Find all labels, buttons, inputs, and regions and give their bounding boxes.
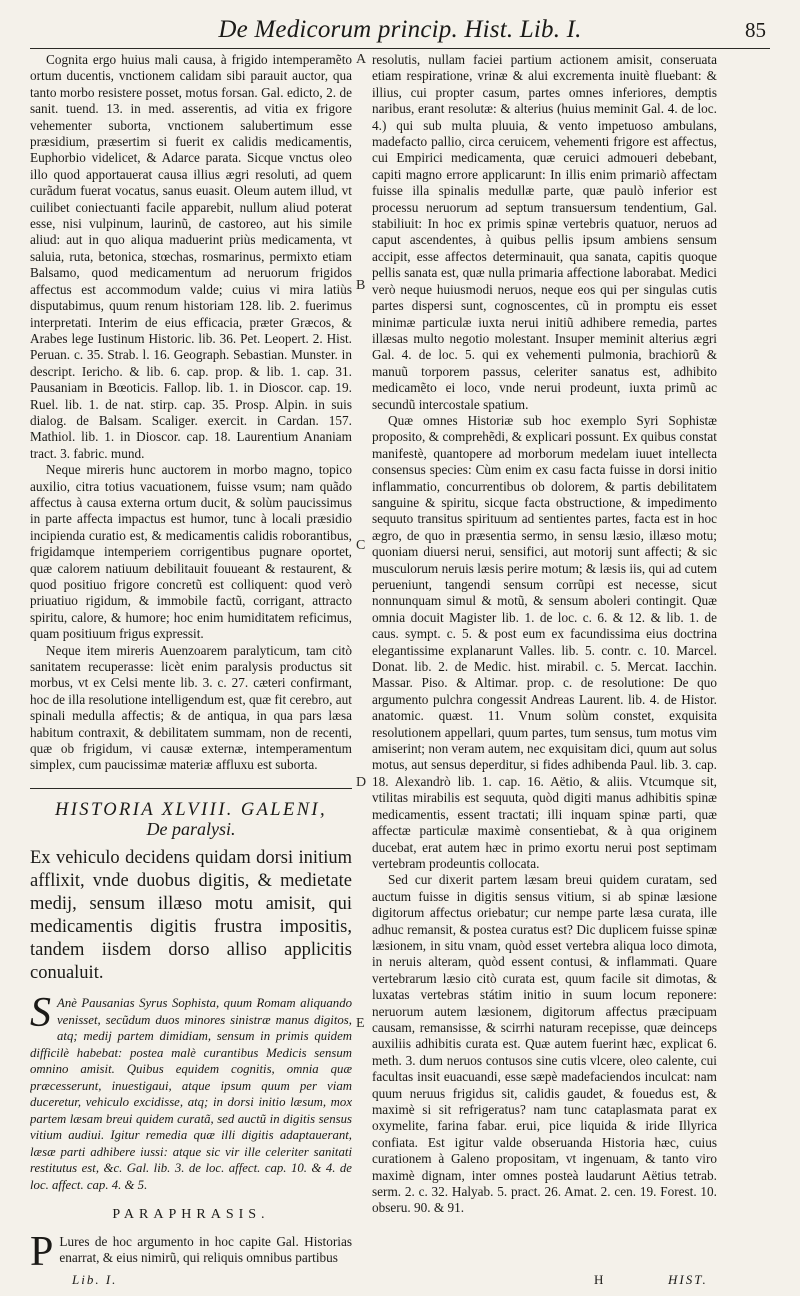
page-header <box>30 14 770 49</box>
right-paragraph-3: Sed cur dixerit partem læsam breui quidem curatam, sed auctum fuisse in digitis sensus vitium, si ab spinæ læsione digitorum affectus oriebatur; cur nempe parte læsa curata, ille adhuc remansit, & postea curatus est? Dic duplicem fuisse spinæ læsionem, in situ vnam, quòd esset vertebra aliqua loco dimota, in neruis alteram, quòd essent contusi, & inflammati. Quare vertebrarum læsio citò curata est, quum facile sit dimotas, & luxatas vertebras státim initio in suum locum reponere: neruorum autem læsionem, digitorum affectus præcipuam causam, remansisse, & scirrhi naturam recepisse, quæ deinceps auxiliis adhibitis curata est. Quæ autem fuerint hæc, explicat 6. meth. 3. dum neruos contusos sine cutis vlcere, oleo calente, cui facultas insit euacuandi, esse sæpè madefaciendos inculcat: nam quum neruus frigidus sit, calidis gaudet, & fouedus est, & maximè si sit refrigeratus? nam tunc cataplasmata parat ex oxymelite, farina fabar. erui, pice liquida & iride Illyrica confiata. Est igitur valde obseruanda Historia hæc, cuius curationem à Galeno propositam, vt ingenuam, & tanto viro maximè dignam, inter omnes posteà laudarunt Aëtius tetrab. serm. 2. c. 32. Halyab. 5. pract. 26. Amat. 2. cen. 19. Forest. 10. obseru. 90. & 91. <box>372 872 717 1216</box>
left-column <box>30 52 352 1272</box>
paraphrasis-dropcap: P <box>30 1228 54 1272</box>
footer-book-marker: Lib. I. <box>72 1272 118 1287</box>
margin-letter-d: D <box>356 775 367 790</box>
section-divider <box>30 788 352 789</box>
right-paragraph-2: Quæ omnes Historiæ sub hoc exemplo Syri Sophistæ proposito, & comprehẽdi, & explicari possunt. Ex quibus constat manifestè, quantopere ad morborum medelam iuuet intellecta consensus species: Cùm enim ex casu facta fuisse in dorsi initio inflammatio, concurrentibus ob dolorem, & partis debilitatem sanguine & spiritu, sicque facta obstructione, & impedimento sequuto transitus spirituum ad sentientes partes, facta est in hoc ægro, de quo in præsentia sermo, in sensu læsio, illæso motu; quoniam diuersi nerui, sensifici, aut motorij sunt affecti; & sic musculorum neruis læsis perire motum; & læsis iis, qui ad cutem perueniunt, tangendi sensum corrũpi est necesse, sicut nonnunquam simul & motũ, & sensum aboleri contingit. Quæ omnia docuit Magister lib. 1. de loc. c. 6. & 12. & lib. 1. de caus. sympt. c. 5. & post eum ex facundissima eius doctrina elegantissime explanarunt Valles. lib. 5. contr. c. 10. Marcel. Donat. lib. 2. de Medic. hist. mirabil. c. 5. Mercat. Iacchin. Massar. Piso. & Altimar. prop. c. de resolutione: De quo argumento pulchra congessit Andreas Laurent. lib. 4. de Histor. anatomic. quæst. 11. Vnum solùm constet, exquisita resolutionem appellari, quum partes, tum sensus, tum motus vim amiserint; non veram autem, nec exquisitam dici, quum aut solus motus, aut sensus deperditur, si fides adhibenda Paul. lib. 3. cap. 18. Alexandrò lib. 1. cap. 16. Aëtio, & aliis. Vtcumque sit, vtilitas mirabilis est sequuta, quòd digiti manus adhibitis spinæ medicamentis, essent tractati; illi inquam spinæ parti, quæ affectæ particulæ maximè consentiebat, & à qua originem ducebat, erat autem hæc in primo exortu nerui post septimam vertebram prodeuntis collocata. <box>372 412 717 871</box>
right-column <box>372 52 717 1272</box>
history-title: HISTORIA XLVIII. GALENI, <box>54 799 328 820</box>
history-subtitle: De paralysi. <box>146 818 236 839</box>
page-number: 85 <box>745 18 766 42</box>
paraphrasis-body: Lures de hoc argumento in hoc capite Gal. Historias enarrat, & eius nimirũ, qui reliquis omnibus partibus <box>59 1233 352 1266</box>
margin-letter-a: A <box>356 52 367 67</box>
case-body: Anè Pausanias Syrus Sophista, quum Romam aliquando venisset, secũdum duos minores sinistræ manus digitos, atq; medij partem dimidiam, sensum in primis quidem difficilè habebat: postea malè curantibus Medicis sensum omnino amisit. Quibus equidem cognitis, omnia quæ præcesserunt, inuestigaui, atque ipsum quum per viam duceretur, vehiculo excidisse, atq; in dorsi initio læsum, mox partem læsam breui quidem curatã, sed auctũ in digitis sensus vitium audiui. Igitur remedia quæ illi digitis adaptauerant, læsæ parti adhibere iussi: atque sic vir ille celeriter sanitati restitutus est, &c. Gal. lib. 3. de loc. affect. cap. 10. & 4. de loc. affect. cap. 4. & 5. <box>30 996 352 1192</box>
footer-catchword: HIST. <box>668 1272 708 1287</box>
case-dropcap: S <box>30 990 51 1037</box>
margin-letter-c: C <box>356 538 366 553</box>
margin-letter-b: B <box>356 278 366 293</box>
paraphrasis-heading: PARAPHRASIS. <box>112 1207 270 1223</box>
right-paragraph-1: resolutis, nullam faciei partium actionem amisit, conseruata etiam respiratione, vrinæ & alui excrementa inuitè fluebant: & illius, cui propter casum, partes omnes inferiores, demptis naribus, erant resolutæ: & alterius (huius meminit Gal. 4. de loc. 4.) qui sub multa pluuia, & vento impetuoso ambulans, madefacto pallio, circa ceruicem, vehementi frigore est affectus, cui Empirici medicamenta, quæ ceruici admoueri debebant, capiti magno errore applicarunt: In illis enim primariò affectam fuisse illa spinalis medullæ parte, quæ paulò inferior est processu neruorum ad septum transuersum tendentium, Gal. stabiliuit: In hoc ex primis spinæ vertebris quatuor, neruos ad caput ascendentes, à quibus pellis ipsum ambiens sensum accipit, esse affectos determinauit, qua sanata, capitis quoque pellis sanata est, quæ nulla primaria affectione laborabat. Medici verò neque huiusmodi neruos, neque eos qui per singulas cutis partes dispersi sunt, cognoscentes, cũ in promptu eis esset minimæ particulæ iuxta nerui initiũ adhibere remedia, partes illæsas multo negotio molestant. Insuper meminit alterius ægri Gal. 4. de loc. 5. qui ex vehementi pulmonia, brachiorũ & manuũ torporem passus, celeriter sanatus est, adhibito medicamẽto ei loco, vnde nerui prodeunt, iuxta primũ ac secundũ intercostale spatium. <box>372 52 717 412</box>
footer-signature-mark: H <box>594 1272 605 1287</box>
running-title: De Medicorum princip. Hist. Lib. I. <box>218 16 582 43</box>
left-paragraph-1: Cognita ergo huius mali causa, à frigido intemperamẽto ortum ducentis, vnctionem calidam sibi parauit auctor, qua tanto morbo resistere posset, motus forsan. Gal. edicto, 2. de sanit. tuend. 13. in med. asserentis, ad vitia ex frigore vehementer suborta, vnctionem salubertimum esse præsidium, præsertim si fuerit ex calidis medicamentis, Euphorbio videlicet, & Adarce parata. Sicque vnctus oleo illo quod apportauerat causa illius ægri resoluti, ad quem curãdum fuerat vocatus, sanus euasit. Oleum autem illud, vt cuilibet coniectuanti facile apparebit, nullum aliud poterat esse, nisi vulpinum, laurinũ, de castoreo, aut his simile aliud: aut in quo aliqua maduerint priùs medicamenta, vt saluia, ruta, betonica, stœchas, rosmarinus, permixto etiam Balsamo, quod medicamentum ad neruorum frigidos affectus est accommodum valde; cuius vi mira latiùs disputabimus, quum renum historiam 128. lib. 2. fuerimus interpretati. Interim de eius efficacia, præter Græcos, & Arabes lege Iustinum Historic. lib. 36. Pet. Leopert. 2. Hist. Peruan. c. 35. Strab. l. 16. Geograph. Sebastian. Munster. in descript. Iericho. & lib. 6. cap. prop. & lib. 1. cap. 31. Pausaniam in Bœoticis. Fallop. lib. 1. in Dioscor. cap. 19. Ruel. lib. 1. de nat. stirp. cap. 35. Prosp. Alpin. in suis dialog. de Balsam. Scaliger. exercit. in Cardan. 157. Mathiol. lib. 1. in Dioscor. cap. 18. Laurentium Ananiam tract. 3. fabric. mund. <box>30 52 352 461</box>
history-summary: Ex vehiculo decidens quidam dorsi initium afflixit, vnde duobus digitis, & medietate medij, sensum illæso motu amisit, qui medicamentis digitis frustra impositis, tandem iisdem dorso alliso applicitis conualuit. <box>30 848 352 984</box>
left-paragraph-3: Neque item mireris Auenzoarem paralyticum, tam citò sanitatem recuperasse: licèt enim paralysis productus sit morbus, vt ex Celsi mente lib. 3. c. 27. cæteri confirmant, hoc de illa resolutione intelligendum est, quæ fit cerebro, aut spinali medulla affectis; & de antiqua, in qua pars læsa habitum contraxit, & debilitatem summam, non de recenti, quæ ob frigidum, vi causæ externæ, intemperamentum simplex, cum paucissimæ materiæ affluxu est suborta. <box>30 642 352 773</box>
left-paragraph-2: Neque mireris hunc auctorem in morbo magno, topico auxilio, citra totius vacuationem, fuisse vsum; nam quãdo affectus à causa externa ortum ducit, & solùm paucissimus in parte affecta impactus est humor, tunc à locali præsidio incipienda curatio est, & medicamentis calidis roborantibus, frigidamque intemperiem corrigentibus pugnare oportet, quæ calorem natiuum debilitauit fouueant & restaurent, & quod positiuo frigore concretũ est colliquent: quod verò priuatiuo rigidum, & immobile factũ, corrigant, attracto spiritu, calore, & humore; hoc enim humiditatem reficimus, quam positiuum frigus expressit. <box>30 462 352 642</box>
paraphrasis-text <box>30 1228 352 1272</box>
case-text <box>30 990 352 1193</box>
margin-letter-e: E <box>356 1016 365 1031</box>
